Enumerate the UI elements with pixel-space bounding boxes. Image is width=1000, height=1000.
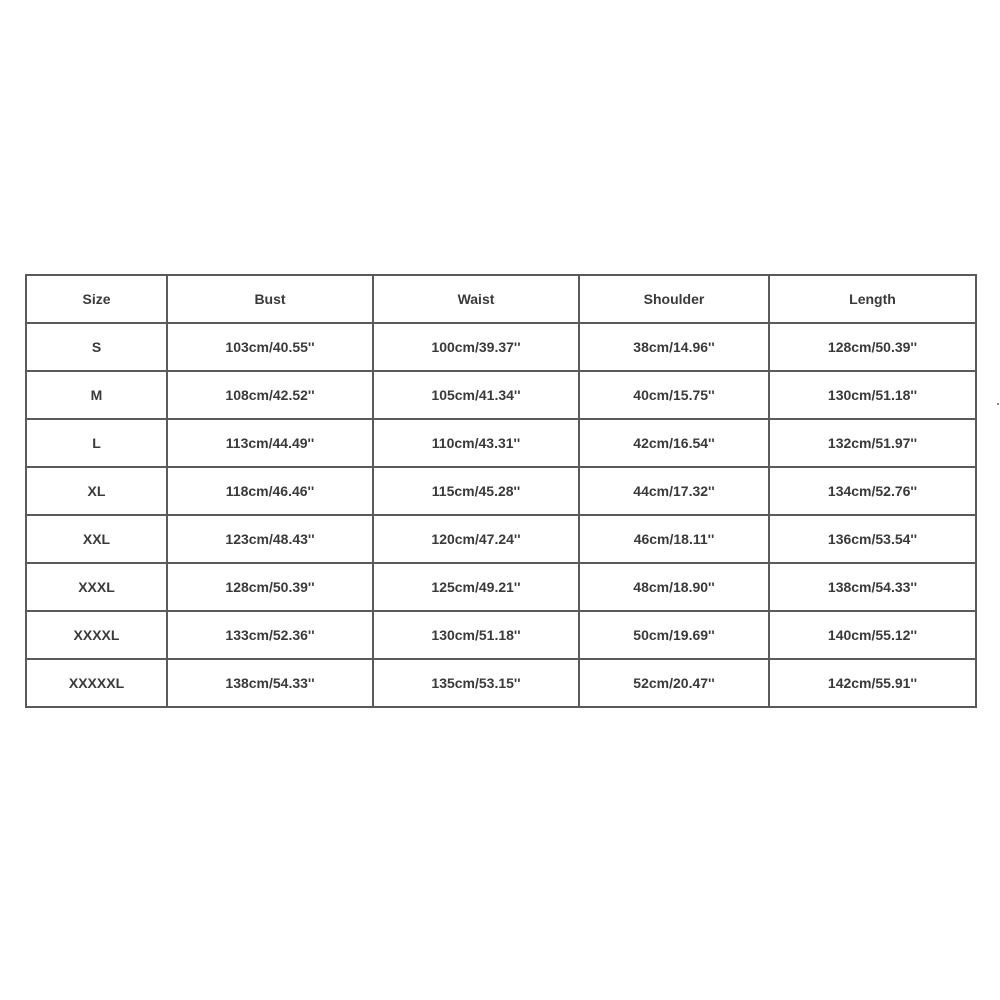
cell-bust: 103cm/40.55'' xyxy=(167,323,373,371)
cell-size: XXXXL xyxy=(26,611,167,659)
header-bust: Bust xyxy=(167,275,373,323)
cell-size: XL xyxy=(26,467,167,515)
stray-dot xyxy=(997,403,999,405)
cell-length: 142cm/55.91'' xyxy=(769,659,976,707)
cell-length: 128cm/50.39'' xyxy=(769,323,976,371)
table-row xyxy=(26,323,976,371)
header-shoulder: Shoulder xyxy=(579,275,769,323)
cell-shoulder: 52cm/20.47'' xyxy=(579,659,769,707)
cell-size: S xyxy=(26,323,167,371)
table-row xyxy=(26,467,976,515)
cell-bust: 133cm/52.36'' xyxy=(167,611,373,659)
cell-size: XXXL xyxy=(26,563,167,611)
cell-waist: 110cm/43.31'' xyxy=(373,419,579,467)
cell-size: XXL xyxy=(26,515,167,563)
cell-waist: 115cm/45.28'' xyxy=(373,467,579,515)
cell-shoulder: 40cm/15.75'' xyxy=(579,371,769,419)
table-row xyxy=(26,371,976,419)
header-row xyxy=(26,275,976,323)
cell-size: XXXXXL xyxy=(26,659,167,707)
cell-shoulder: 46cm/18.11'' xyxy=(579,515,769,563)
cell-length: 134cm/52.76'' xyxy=(769,467,976,515)
cell-shoulder: 44cm/17.32'' xyxy=(579,467,769,515)
cell-bust: 118cm/46.46'' xyxy=(167,467,373,515)
cell-bust: 113cm/44.49'' xyxy=(167,419,373,467)
table-row xyxy=(26,563,976,611)
header-waist: Waist xyxy=(373,275,579,323)
table-row xyxy=(26,659,976,707)
cell-bust: 138cm/54.33'' xyxy=(167,659,373,707)
cell-waist: 105cm/41.34'' xyxy=(373,371,579,419)
cell-length: 138cm/54.33'' xyxy=(769,563,976,611)
cell-waist: 100cm/39.37'' xyxy=(373,323,579,371)
table-row xyxy=(26,611,976,659)
header-length: Length xyxy=(769,275,976,323)
table-row xyxy=(26,515,976,563)
cell-waist: 130cm/51.18'' xyxy=(373,611,579,659)
cell-size: L xyxy=(26,419,167,467)
cell-length: 140cm/55.12'' xyxy=(769,611,976,659)
cell-length: 130cm/51.18'' xyxy=(769,371,976,419)
table-row xyxy=(26,419,976,467)
cell-length: 132cm/51.97'' xyxy=(769,419,976,467)
cell-bust: 128cm/50.39'' xyxy=(167,563,373,611)
cell-shoulder: 48cm/18.90'' xyxy=(579,563,769,611)
cell-size: M xyxy=(26,371,167,419)
cell-waist: 135cm/53.15'' xyxy=(373,659,579,707)
cell-bust: 108cm/42.52'' xyxy=(167,371,373,419)
cell-shoulder: 38cm/14.96'' xyxy=(579,323,769,371)
cell-waist: 125cm/49.21'' xyxy=(373,563,579,611)
cell-shoulder: 42cm/16.54'' xyxy=(579,419,769,467)
size-chart-table xyxy=(25,274,977,708)
cell-waist: 120cm/47.24'' xyxy=(373,515,579,563)
cell-shoulder: 50cm/19.69'' xyxy=(579,611,769,659)
header-size: Size xyxy=(26,275,167,323)
cell-bust: 123cm/48.43'' xyxy=(167,515,373,563)
cell-length: 136cm/53.54'' xyxy=(769,515,976,563)
